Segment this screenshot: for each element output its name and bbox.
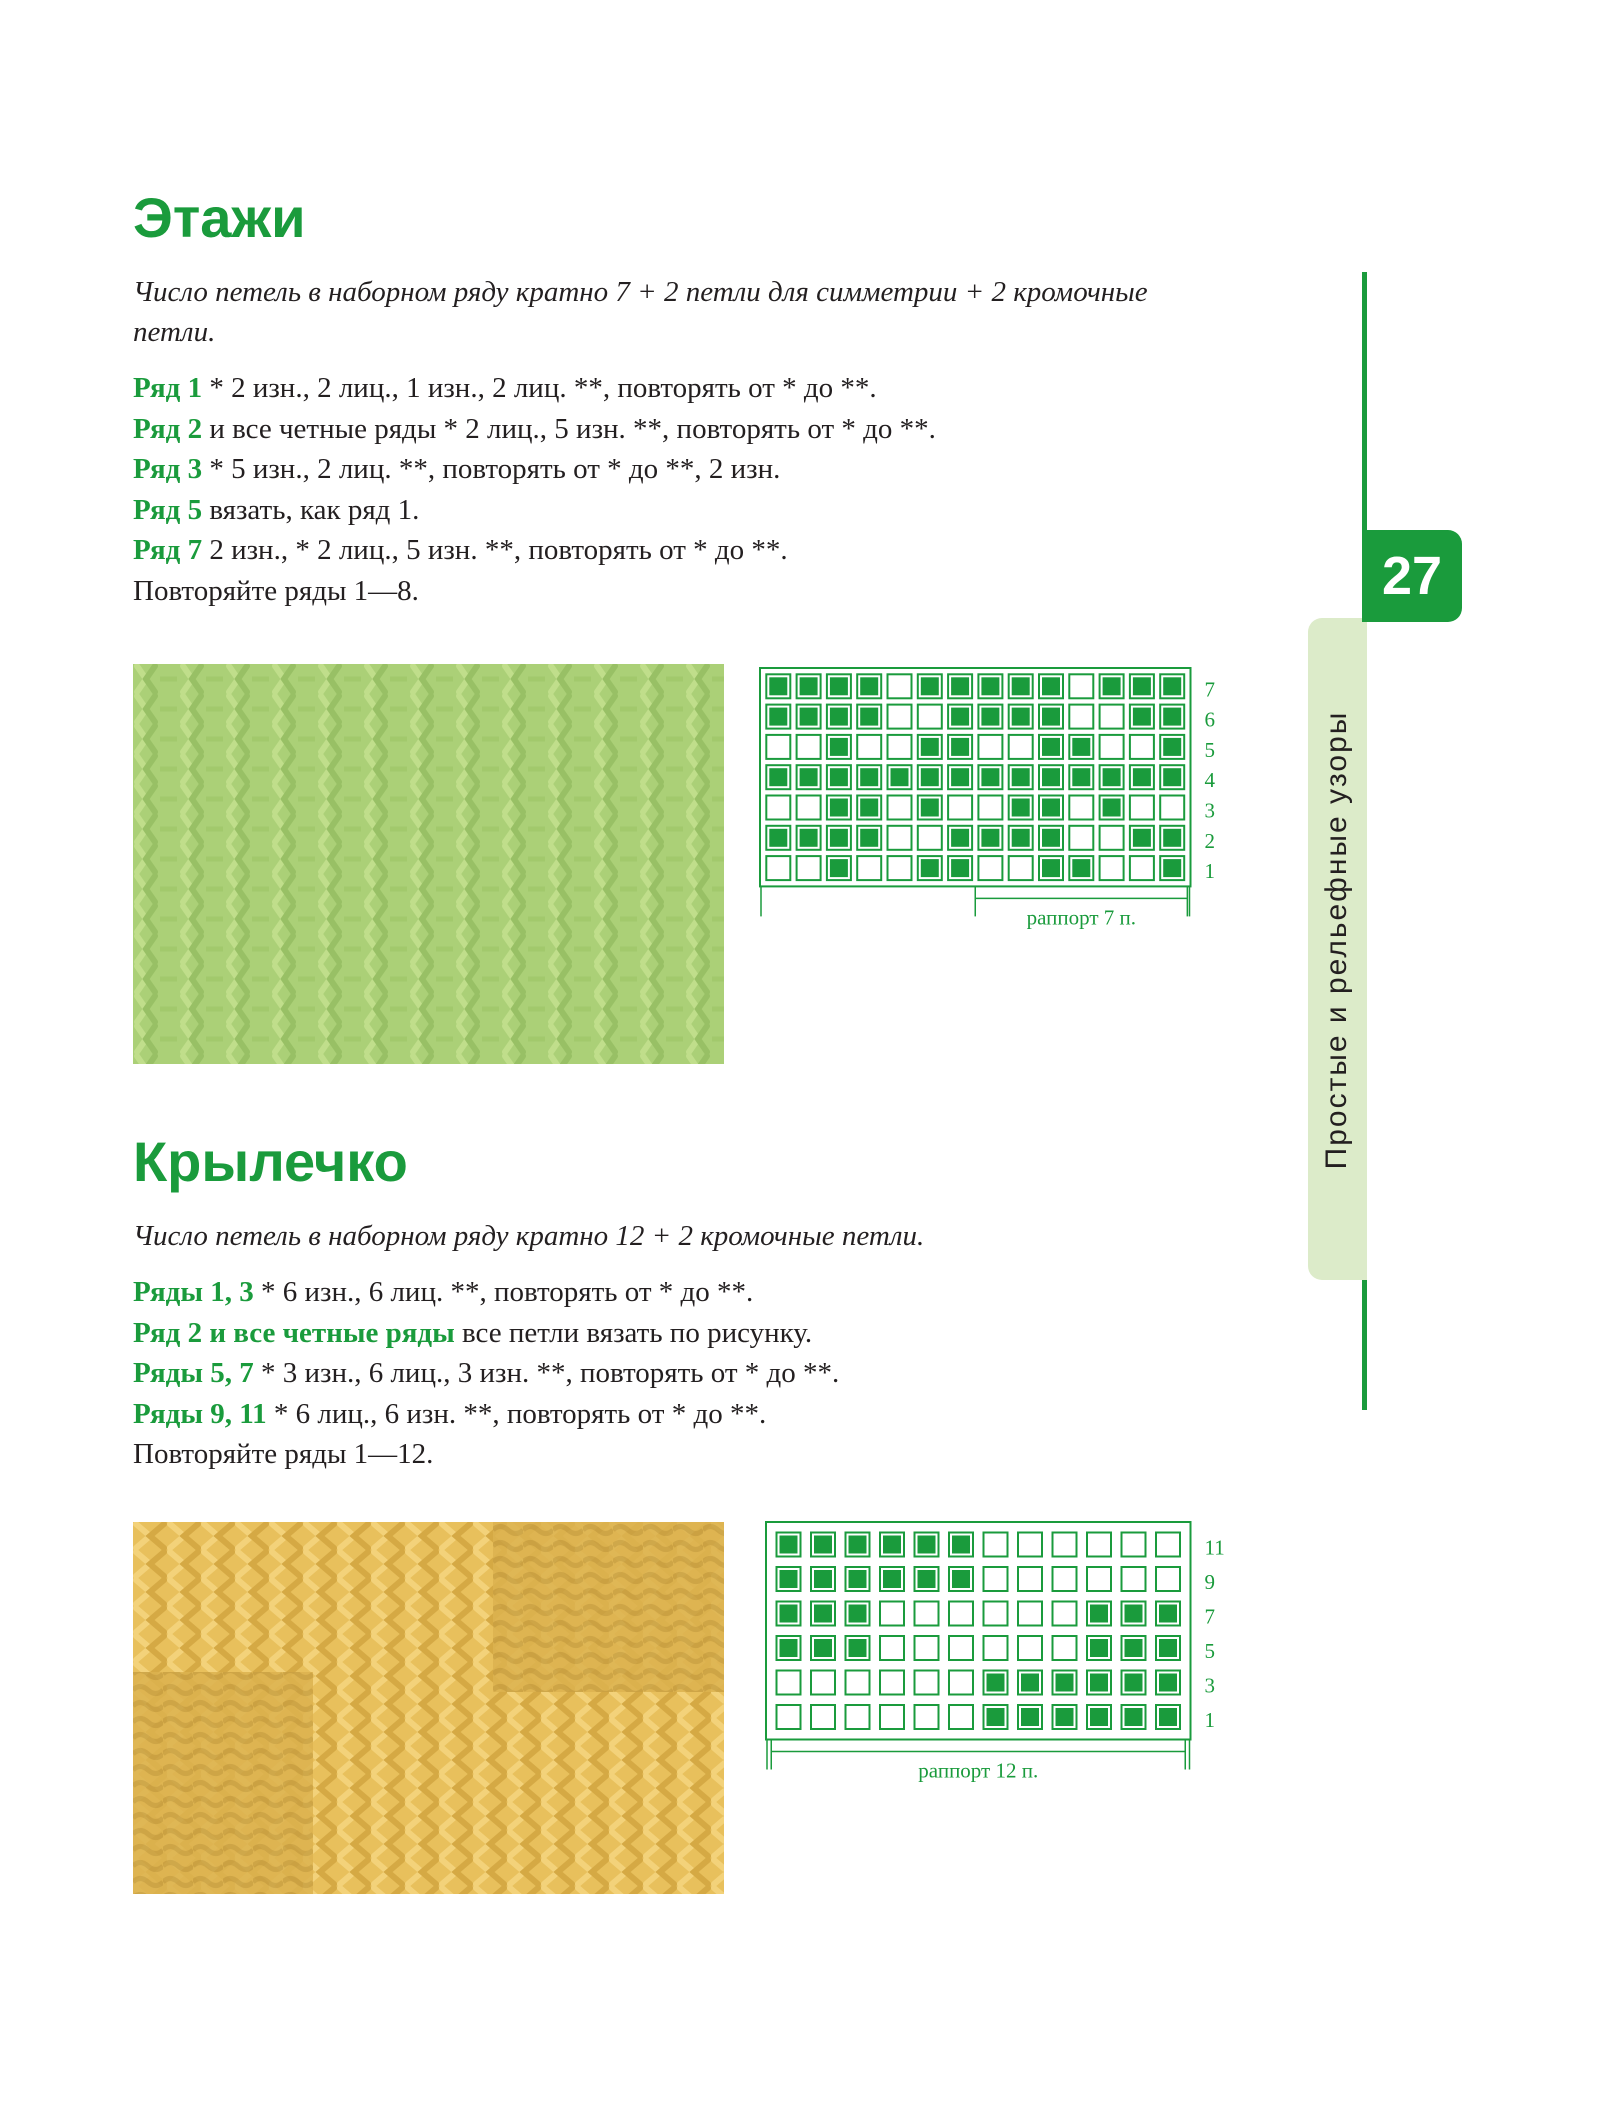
chart-cell-mark (1125, 1708, 1143, 1726)
chart-cell-empty (1009, 856, 1033, 880)
chart-cell-mark (1163, 677, 1181, 695)
chart-cell-mark (1125, 1674, 1143, 1692)
chart-cell-empty (888, 826, 912, 850)
rapport-label: раппорт 7 п. (1026, 905, 1137, 930)
chart-cell-mark (1159, 1639, 1177, 1657)
chart-cell-mark (800, 829, 818, 847)
chart-cell-mark (1021, 1708, 1039, 1726)
chart-cell-mark (780, 1570, 798, 1588)
chart-cell-mark (860, 708, 878, 726)
chart-row-label: 11 (1204, 1535, 1225, 1560)
chart-cell-mark (1163, 768, 1181, 786)
chart-cell-mark (921, 799, 939, 817)
chart-cell-mark (981, 768, 999, 786)
chart-cell-empty (984, 1567, 1008, 1591)
chart-cell-empty (1069, 826, 1093, 850)
row-instruction: Ряды 5, 7 * 3 изн., 6 лиц., 3 изн. **, повторять от * до **. (133, 1357, 840, 1389)
chart-cell-mark (951, 859, 969, 877)
chart-cell-mark (1042, 799, 1060, 817)
chart-cell-empty (918, 826, 942, 850)
chart-cell-empty (888, 856, 912, 880)
chart-cell-mark (987, 1674, 1005, 1692)
chart-cell-mark (952, 1570, 970, 1588)
chart-cell-empty (880, 1602, 904, 1626)
chart-cell-mark (1125, 1605, 1143, 1623)
row-instruction: Ряд 2 и все четные ряды все петли вязать по рисунку. (133, 1316, 813, 1349)
chart-cell-empty (1009, 735, 1033, 759)
chart-cell-empty (948, 796, 972, 820)
chart-cell-mark (830, 708, 848, 726)
chart-cell-empty (1018, 1602, 1042, 1626)
chart-cell-mark (1042, 738, 1060, 756)
chart-cell-empty (915, 1602, 939, 1626)
knitting-chart-krylechko (766, 1522, 1226, 1783)
chart-row-label: 7 (1204, 677, 1215, 702)
chart-cell-mark (1090, 1674, 1108, 1692)
chart-row-label: 7 (1204, 1604, 1215, 1629)
chart-frame (760, 668, 1191, 886)
pattern-rows (133, 368, 1233, 611)
chart-cell-mark (780, 1536, 798, 1554)
chart-cell-mark (1072, 738, 1090, 756)
chart-cell-empty (797, 796, 821, 820)
swatch-photo-green (133, 664, 724, 1064)
chart-cell-mark (860, 677, 878, 695)
repeat-note: Повторяйте ряды 1—8. (133, 574, 419, 607)
chart-cell-empty (1087, 1567, 1111, 1591)
chart-cell-mark (1012, 829, 1030, 847)
chart-cell-mark (769, 829, 787, 847)
chart-cell-mark (1042, 677, 1060, 695)
chart-cell-mark (830, 859, 848, 877)
chart-cell-mark (800, 677, 818, 695)
pattern-title: Этажи (133, 186, 306, 249)
chart-cell-empty (915, 1671, 939, 1695)
chart-cell-empty (978, 796, 1002, 820)
chart-cell-mark (814, 1605, 832, 1623)
chart-cell-empty (1100, 735, 1124, 759)
chart-cell-mark (921, 738, 939, 756)
chart-cell-empty (1053, 1567, 1077, 1591)
pattern-rows (133, 1272, 1233, 1475)
chart-cell-empty (1053, 1533, 1077, 1557)
chart-cell-empty (915, 1705, 939, 1729)
chart-cell-mark (800, 708, 818, 726)
row-instruction: Ряд 2 и все четные ряды * 2 лиц., 5 изн. **, повторять от * до **. (133, 412, 936, 445)
row-instruction: Ряды 1, 3 * 6 изн., 6 лиц. **, повторять от * до **. (133, 1276, 754, 1308)
chart-row-label: 5 (1204, 737, 1215, 762)
chart-cell-mark (849, 1570, 867, 1588)
chart-cell-mark (1103, 799, 1121, 817)
chart-cell-empty (857, 856, 881, 880)
chart-cell-empty (984, 1533, 1008, 1557)
chart-cell-empty (797, 856, 821, 880)
chart-row-label: 1 (1204, 1708, 1215, 1732)
chart-cell-mark (918, 1570, 936, 1588)
chart-cell-empty (766, 735, 790, 759)
chart-cell-mark (921, 859, 939, 877)
chart-cell-empty (1018, 1567, 1042, 1591)
chart-cell-empty (1069, 705, 1093, 729)
chart-cell-mark (1163, 859, 1181, 877)
chart-cell-mark (769, 768, 787, 786)
chart-cell-empty (1122, 1533, 1146, 1557)
chart-cell-mark (814, 1536, 832, 1554)
pattern-intro: Число петель в наборном ряду кратно 12 + 2 кромочные петли. (133, 1220, 925, 1252)
chart-cell-empty (1122, 1567, 1146, 1591)
chart-row-label: 9 (1204, 1570, 1215, 1594)
chart-cell-mark (830, 677, 848, 695)
chart-cell-mark (860, 829, 878, 847)
chart-cell-empty (811, 1671, 835, 1695)
chart-cell-empty (888, 674, 912, 698)
chart-row-label: 5 (1204, 1639, 1215, 1663)
chart-cell-empty (984, 1636, 1008, 1660)
chart-cell-empty (949, 1636, 973, 1660)
chart-cell-mark (769, 677, 787, 695)
row-instruction: Ряды 9, 11 * 6 лиц., 6 изн. **, повторять от * до **. (133, 1397, 767, 1430)
row-instruction: Ряд 1 * 2 изн., 2 лиц., 1 изн., 2 лиц. **, повторять от * до **. (133, 372, 877, 404)
chart-cell-mark (769, 708, 787, 726)
chart-cell-mark (951, 768, 969, 786)
chart-cell-empty (978, 856, 1002, 880)
repeat-note: Повторяйте ряды 1—12. (133, 1438, 434, 1470)
chart-cell-mark (1159, 1605, 1177, 1623)
chart-cell-empty (915, 1636, 939, 1660)
chart-cell-empty (880, 1636, 904, 1660)
chart-cell-mark (1056, 1674, 1074, 1692)
chart-cell-mark (800, 768, 818, 786)
chart-row-label: 6 (1204, 707, 1215, 732)
chart-cell-mark (1103, 677, 1121, 695)
chart-cell-empty (1069, 796, 1093, 820)
chart-cell-mark (1159, 1708, 1177, 1726)
chart-cell-mark (1103, 768, 1121, 786)
chart-cell-mark (1133, 829, 1151, 847)
chart-cell-mark (981, 829, 999, 847)
chart-cell-mark (1012, 708, 1030, 726)
knitting-chart-etazhi (760, 668, 1215, 930)
chart-cell-empty (846, 1671, 870, 1695)
chart-cell-empty (1053, 1602, 1077, 1626)
chart-row-label: 2 (1204, 828, 1215, 853)
chart-cell-mark (1072, 859, 1090, 877)
chart-cell-empty (766, 856, 790, 880)
chart-row-label: 3 (1204, 1673, 1215, 1698)
chart-cell-mark (1090, 1639, 1108, 1657)
chart-cell-mark (1042, 708, 1060, 726)
chart-cell-empty (949, 1705, 973, 1729)
chart-cell-empty (888, 705, 912, 729)
chart-cell-mark (830, 829, 848, 847)
chart-cell-empty (949, 1602, 973, 1626)
chart-cell-mark (780, 1605, 798, 1623)
chart-cell-mark (1133, 677, 1151, 695)
chart-cell-empty (1087, 1533, 1111, 1557)
chart-cell-mark (860, 768, 878, 786)
chart-cell-empty (1100, 856, 1124, 880)
row-instruction: Ряд 5 вязать, как ряд 1. (133, 493, 420, 526)
chart-cell-empty (846, 1705, 870, 1729)
swatch-photo-yellow (133, 1522, 724, 1894)
chart-cell-mark (1125, 1639, 1143, 1657)
chart-cell-mark (981, 677, 999, 695)
chart-cell-empty (1130, 856, 1154, 880)
chart-cell-mark (849, 1639, 867, 1657)
chart-cell-empty (1100, 705, 1124, 729)
pattern-intro: Число петель в наборном ряду кратно 7 + 2 петли для симметрии + 2 кромочные петли. (133, 276, 1148, 348)
chart-cell-empty (880, 1671, 904, 1695)
chart-cell-mark (1042, 829, 1060, 847)
chart-cell-mark (951, 708, 969, 726)
chart-cell-mark (891, 768, 909, 786)
chart-cell-mark (1163, 708, 1181, 726)
chart-cell-empty (1018, 1636, 1042, 1660)
chart-cell-mark (780, 1639, 798, 1657)
chart-cell-mark (1042, 768, 1060, 786)
chart-cell-empty (1130, 735, 1154, 759)
chart-cell-mark (1090, 1605, 1108, 1623)
chart-cell-empty (1069, 674, 1093, 698)
chart-cell-empty (766, 796, 790, 820)
chart-cell-mark (1012, 677, 1030, 695)
chart-row-label: 4 (1204, 768, 1215, 793)
chart-cell-mark (1159, 1674, 1177, 1692)
chart-cell-mark (1012, 799, 1030, 817)
chart-cell-mark (952, 1536, 970, 1554)
chart-cell-mark (921, 768, 939, 786)
chart-cell-mark (1042, 859, 1060, 877)
chart-cell-empty (888, 735, 912, 759)
chart-cell-mark (951, 829, 969, 847)
chart-cell-empty (1156, 1533, 1180, 1557)
chart-row-label: 3 (1204, 798, 1215, 823)
chart-cell-mark (1056, 1708, 1074, 1726)
chart-cell-mark (849, 1536, 867, 1554)
chart-cell-empty (918, 705, 942, 729)
row-instruction: Ряд 7 2 изн., * 2 лиц., 5 изн. **, повторять от * до **. (133, 534, 788, 566)
chart-cell-mark (1012, 768, 1030, 786)
chart-cell-empty (888, 796, 912, 820)
chart-cell-mark (918, 1536, 936, 1554)
chart-cell-mark (1133, 708, 1151, 726)
chart-cell-mark (1163, 738, 1181, 756)
chart-cell-mark (1021, 1674, 1039, 1692)
chart-cell-mark (951, 677, 969, 695)
chart-cell-mark (830, 799, 848, 817)
pattern-etazhi (133, 186, 1233, 611)
chart-cell-mark (981, 708, 999, 726)
chart-cell-mark (1090, 1708, 1108, 1726)
rapport-label: раппорт 12 п. (918, 1758, 1039, 1783)
chart-cell-mark (1163, 829, 1181, 847)
chart-cell-empty (797, 735, 821, 759)
chart-cell-mark (1072, 768, 1090, 786)
chart-cell-mark (830, 768, 848, 786)
chart-cell-mark (921, 677, 939, 695)
chart-cell-mark (830, 738, 848, 756)
chart-cell-empty (1100, 826, 1124, 850)
chart-cell-empty (1130, 796, 1154, 820)
chart-cell-mark (883, 1570, 901, 1588)
chart-cell-mark (987, 1708, 1005, 1726)
chart-cell-empty (1160, 796, 1184, 820)
chart-cell-mark (883, 1536, 901, 1554)
page-number: 27 (1362, 530, 1462, 622)
chart-cell-mark (814, 1570, 832, 1588)
chart-cell-mark (1133, 768, 1151, 786)
chart-cell-mark (814, 1639, 832, 1657)
chart-row-label: 1 (1204, 859, 1215, 884)
pattern-title: Крылечко (133, 1130, 408, 1193)
chart-cell-empty (880, 1705, 904, 1729)
chart-cell-empty (777, 1671, 801, 1695)
side-tab-label: Простые и рельефные узоры (1320, 710, 1353, 1170)
pattern-krylechko (133, 1130, 1233, 1475)
chart-cell-empty (1018, 1533, 1042, 1557)
chart-cell-empty (857, 735, 881, 759)
row-instruction: Ряд 3 * 5 изн., 2 лиц. **, повторять от * до **, 2 изн. (133, 453, 781, 485)
chart-cell-empty (1053, 1636, 1077, 1660)
chart-cell-empty (777, 1705, 801, 1729)
chart-cell-mark (849, 1605, 867, 1623)
chart-cell-empty (949, 1671, 973, 1695)
chart-cell-empty (978, 735, 1002, 759)
chart-cell-empty (1156, 1567, 1180, 1591)
chart-cell-empty (984, 1602, 1008, 1626)
chart-cell-empty (811, 1705, 835, 1729)
chart-cell-mark (860, 799, 878, 817)
chart-cell-mark (951, 738, 969, 756)
